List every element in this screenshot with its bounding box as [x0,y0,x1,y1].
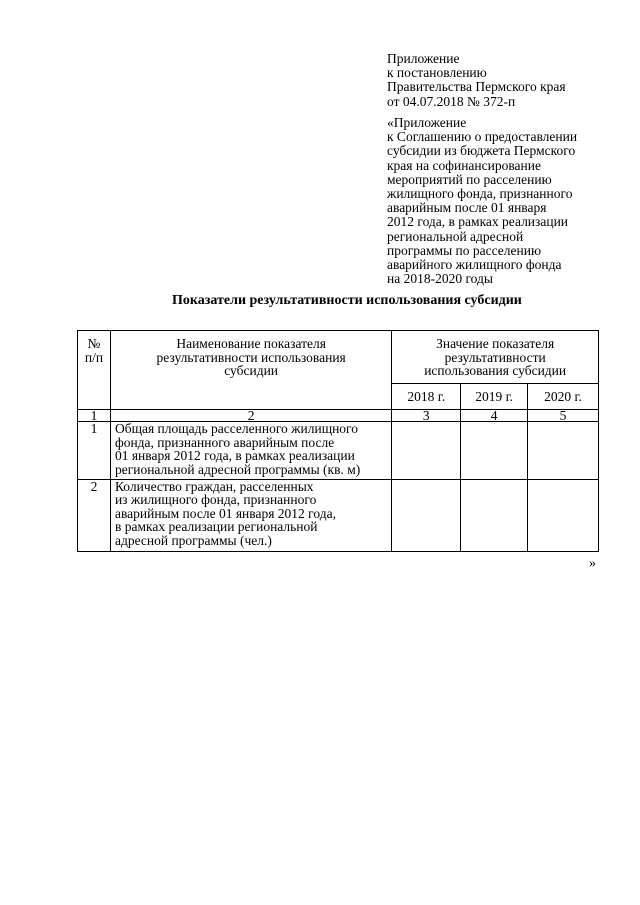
header-value-line: Значение показателя [436,336,555,351]
header-name-line: результативности использования [156,349,346,365]
document-title: Показатели результативности использования субсидии [172,293,522,308]
column-number: 5 [528,410,599,422]
value-2019-cell [461,422,528,479]
row-text-line: аварийным после 01 января 2012 года, [114,505,336,521]
year-2018: 2018 г. [392,384,461,410]
row-text-line: в рамках реализации региональной [114,519,318,535]
row-text-line: из жилищного фонда, признанного [114,492,317,508]
row-text-line: адресной программы (чел.) [114,532,272,548]
row-text-line: фонда, признанного аварийным после [114,434,335,450]
appendix-header [387,52,627,109]
appendix-block-line: «Приложение [387,115,467,130]
value-2020-cell [528,422,599,479]
appendix-block-line: 2012 года, в рамках реализации [387,214,569,230]
value-2020-cell [528,479,599,551]
header-indicator-value [392,331,599,384]
row-number: 1 [78,422,111,479]
row-text-line: Количество граждан, расселенных [114,478,314,494]
row-text-line: региональной адресной программы (кв. м) [114,461,361,477]
appendix-block-line: мероприятий по расселению [387,171,552,187]
appendix-block-line: региональной адресной [387,228,524,244]
header-name-line: Наименование показателя [176,336,326,351]
header-indicator-name [110,331,391,410]
appendix-block-line: аварийного жилищного фонда [387,257,562,273]
appendix-block-line: жилищного фонда, признанного [387,186,573,202]
closing-quote: » [589,556,596,571]
row-number: 2 [78,479,111,551]
column-number: 4 [461,410,528,422]
value-2019-cell [461,479,528,551]
table-header-row [78,331,599,384]
value-2018-cell [392,422,461,479]
header-value-line: использования субсидии [424,363,567,378]
value-2018-cell [392,479,461,551]
row-indicator-name [110,422,391,479]
table-row [78,479,599,551]
header-number-line: п/п [84,349,104,365]
header-name-line: субсидии [224,363,279,378]
appendix-block-line: аварийным после 01 января [387,200,547,216]
appendix-header-line: Правительства Пермского края [387,79,566,95]
appendix-block-line: программы по расселению [387,242,542,258]
column-numbers-row [78,410,599,422]
table-row [78,422,599,479]
header-number-line: № [87,336,101,351]
appendix-header-line: от 04.07.2018 № 372-п [387,93,516,109]
appendix-block-line: края на софинансирование [387,157,541,173]
indicators-table [77,330,599,552]
column-number: 3 [392,410,461,422]
appendix-block-line: субсидии из бюджета Пермского [387,143,576,159]
appendix-block-line: к Соглашению о предоставлении [387,129,578,145]
year-2019: 2019 г. [461,384,528,410]
column-number: 2 [110,410,391,422]
appendix-block-line: на 2018-2020 годы [387,271,493,287]
column-number: 1 [78,410,111,422]
appendix-block [387,116,627,286]
year-2020: 2020 г. [528,384,599,410]
appendix-header-line: Приложение [387,51,460,66]
row-text-line: Общая площадь расселенного жилищного [114,421,359,437]
header-number [78,331,111,410]
header-value-line: результативности [444,349,546,365]
row-text-line: 01 января 2012 года, в рамках реализации [114,448,355,464]
row-indicator-name [110,479,391,551]
appendix-header-line: к постановлению [387,65,487,81]
